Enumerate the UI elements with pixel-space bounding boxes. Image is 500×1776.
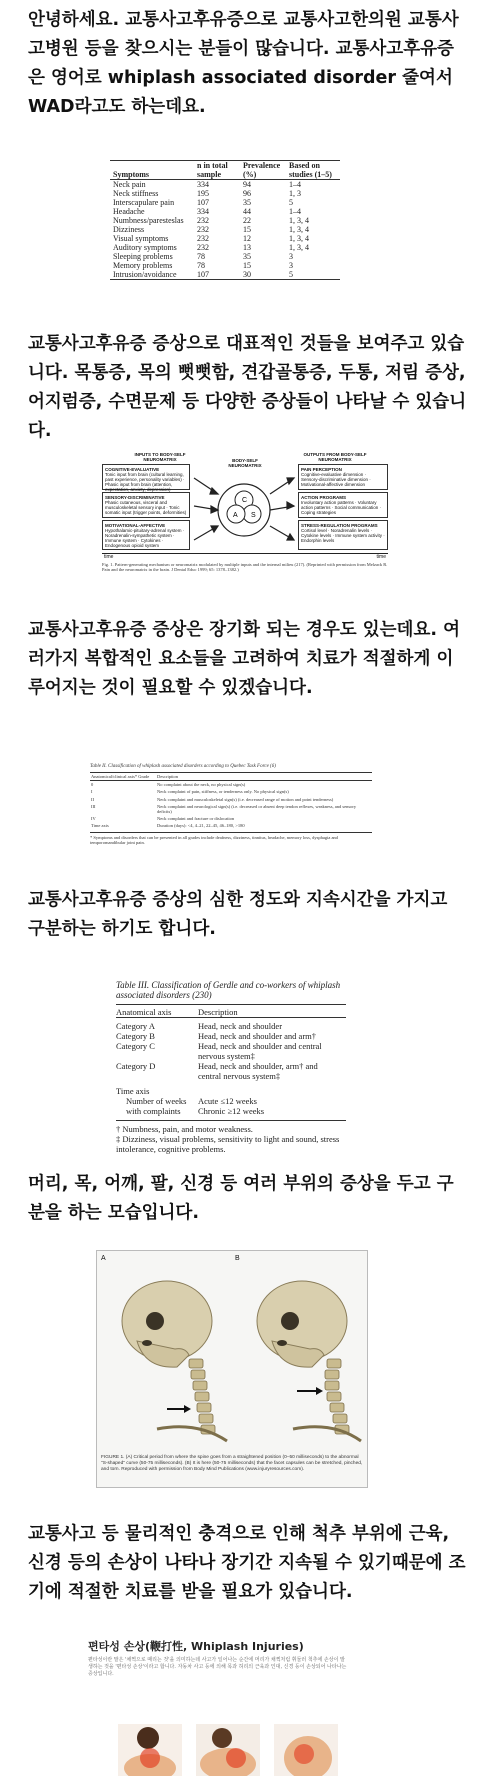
acute-chronic-values	[198, 1096, 346, 1116]
table-cell: I	[91, 789, 93, 795]
table-cell: 3	[289, 261, 293, 270]
table-note-1: † Numbness, pain, and motor weakness.	[116, 1124, 253, 1134]
stress-regulation-box	[298, 520, 388, 550]
table-row	[110, 261, 340, 270]
table-cell: Neck complaint of pain, stiffness, or tenderness only. No physical sign(s)	[157, 789, 289, 795]
table-cell: Visual symptoms	[113, 234, 169, 243]
table-cell: Headache	[113, 207, 145, 216]
table-cell: Memory problems	[113, 261, 173, 270]
outputs-title: OUTPUTS FROM BODY-SELF NEUROMATRIX	[303, 452, 367, 462]
table-cell: Category C	[116, 1041, 155, 1051]
table-row	[116, 1031, 346, 1041]
photo-back-pain	[274, 1724, 338, 1776]
circle-letter-a: A	[233, 512, 238, 519]
table-cell: 15	[243, 225, 251, 234]
table-note-2: ‡ Dizziness, visual problems, sensitivity to light and sound, stress intolerance, cognitive problems.	[116, 1134, 340, 1154]
table-header: Anatomical/clinical axis* Grade	[91, 774, 150, 779]
table-cell: 232	[197, 216, 209, 225]
pain-photos	[118, 1724, 338, 1776]
table-cell: 232	[197, 225, 209, 234]
table-cell: 0	[91, 782, 94, 788]
regions-paragraph: 머리, 목, 어깨, 팔, 신경 등 여러 부위의 증상을 두고 구분을 하는 모습입니다.	[28, 1174, 454, 1223]
table-header: Description	[198, 1007, 238, 1017]
table-cell: Time axis	[91, 823, 109, 829]
table-header: Based on studies (1–5)	[286, 161, 340, 180]
table-row	[110, 198, 340, 207]
table-cell: 30	[243, 270, 251, 279]
quebec-table-figure	[90, 764, 372, 852]
table-row	[90, 815, 372, 822]
box-heading: MOTIVATIONAL-AFFECTIVE	[105, 523, 166, 528]
skeleton-a	[122, 1281, 227, 1441]
table-cell: 1–4	[289, 180, 301, 189]
table-row	[110, 252, 340, 261]
panel-description: 편타성이란 말은 '채찍으로 때리는 것'을 의미하는데 사고가 일어나는 순간에 머리가 채찍처럼 휘둘러 척추에 손상이 발생하는 것을 '편타성 손상'이라고 합니다. 자동차 사고 등에 의해 목과 허리의 근육과 인대, 신경 등이 손상되어 나타나는 증상입니다.	[88, 1657, 347, 1677]
chronic-paragraph: 교통사고후유증 증상은 장기화 되는 경우도 있는데요. 여러가지 복합적인 요소들을 고려하여 치료가 적절하게 이루어지는 것이 필요할 수 있겠습니다.	[28, 620, 461, 698]
table-cell: Category B	[116, 1031, 155, 1041]
box-heading: PAIN PERCEPTION	[301, 467, 342, 472]
table-cell: 96	[243, 189, 251, 198]
table-row	[110, 216, 340, 225]
table-cell: 12	[243, 234, 251, 243]
arrowhead	[210, 488, 218, 494]
table-header: Anatomical axis	[116, 1007, 172, 1017]
table-cell: Head, neck and shoulder and arm†	[198, 1031, 317, 1041]
table-row	[110, 225, 340, 234]
whiplash-spine-figure	[96, 1250, 368, 1488]
table-cell: Interscapulare pain	[113, 198, 175, 207]
table-cell: 1, 3, 4	[289, 216, 309, 225]
table-cell: Sleeping problems	[113, 252, 173, 261]
table-row	[90, 788, 372, 795]
table-cell: Category A	[116, 1021, 155, 1031]
arrowhead	[287, 534, 294, 540]
figure-caption: FIGURE 1. (A) Critical period from where the spine goes from a straightened position (0–50 milliseconds) to the abnormal "S-shaped" curve (50-75 milliseconds). (B) It is here (50-75 milliseconds) that the facet capsules can be stretched, pinched, and torn. Reproduced with permission from Body Mind Publications (www.injuryresources.com).	[101, 1455, 363, 1472]
table-cell: 1, 3, 4	[289, 243, 309, 252]
box-heading: STRESS-REGULATION PROGRAMS	[301, 523, 378, 528]
quebec-table	[90, 772, 372, 830]
table-cell: Head, neck and shoulder, arm† and central nervous system‡	[198, 1061, 318, 1081]
table-row	[90, 803, 372, 815]
inputs-title: INPUTS TO BODY-SELF NEUROMATRIX	[134, 452, 186, 462]
table-cell: Numbness/paresteslas	[113, 216, 184, 225]
chronic-value: Chronic ≥12 weeks	[198, 1106, 265, 1116]
table-cell: II	[91, 796, 94, 802]
table-row	[116, 1021, 346, 1031]
table-cell: Neck complaint and neurological sign(s) (i.e. decreased or absent deep tendon reflexes, weakness, and sensory deficits)	[157, 803, 357, 815]
box-heading: COGNITIVE-EVALUATIVE	[105, 467, 160, 472]
table-cell: 15	[243, 261, 251, 270]
table-row	[116, 1041, 346, 1061]
weeks-label: Number of weeks with complaints	[126, 1096, 187, 1116]
arrowhead	[287, 478, 294, 484]
table-cell: Intrusion/avoidance	[113, 270, 177, 279]
table-cell: Category D	[116, 1061, 156, 1071]
symptoms-paragraph: 교통사고후유증 증상으로 대표적인 것들을 보여주고 있습니다. 목통증, 목의 뻣뻣함, 견갑골통증, 두통, 저림 증상, 어지럼증, 수면문제 등 다양한 증상들이 나타날 수 있습니다.	[28, 334, 467, 441]
table-row	[110, 243, 340, 252]
table-cell: 107	[197, 198, 209, 207]
box-text: Cognitive-evaluative dimension · Sensory-discriminative dimension · Motivational-affective dimension	[301, 472, 371, 487]
table-cell: 44	[243, 207, 251, 216]
table-cell: Duration (days): <4, 4–21, 22–45, 46–180, >180	[157, 823, 245, 829]
table-row	[90, 781, 372, 789]
photo-shoulder-pain	[196, 1724, 260, 1776]
pain-perception-box	[298, 464, 388, 490]
panel-label-a: A	[101, 1255, 106, 1262]
table-title: Table III. Classification of Gerdle and co-workers of whiplash associated disorders (230)	[116, 980, 341, 1000]
skeleton-illustration	[97, 1251, 367, 1451]
table-cell: Auditory symptoms	[113, 243, 177, 252]
table-cell: 35	[243, 198, 251, 207]
symptom-table	[110, 160, 340, 280]
table-cell: 1, 3, 4	[289, 225, 309, 234]
box-text: Tonic input from brain (cultural learning, past experience, personality variables) · Phasic input from brain (attention, expectation, anxiety, depression)	[105, 472, 185, 492]
table-row	[110, 234, 340, 243]
table-header: n in total sample	[194, 161, 240, 180]
neuromatrix-circle-graphic	[190, 464, 298, 560]
panel-title: 편타성 손상(鞭打性, Whiplash Injuries)	[88, 1640, 304, 1653]
box-text: Cortisol level · Noradrenalin levels · Cytokine levels · Immune system activity · Endorphin levels	[301, 528, 385, 543]
table-cell: 5	[289, 270, 293, 279]
table-cell: IV	[91, 816, 96, 822]
table-cell: Dizziness	[113, 225, 145, 234]
box-heading: ACTION PROGRAMS	[301, 495, 346, 500]
table-cell: 5	[289, 198, 293, 207]
motivational-affective-box	[102, 520, 190, 550]
center-title: BODY-SELF NEUROMATRIX	[228, 458, 262, 468]
severity-paragraph: 교통사고후유증 증상의 심한 정도와 지속시간을 가지고 구분하는 하기도 합니다.	[28, 890, 448, 939]
arrowhead	[287, 502, 294, 509]
table-cell: Neck stiffness	[113, 189, 159, 198]
table-cell: Head, neck and shoulder and central nervous system‡	[198, 1041, 322, 1061]
table-footnote: * Symptoms and disorders that can be presented in all grades include deafness, dizziness, tinnitus, headache, memory loss, dysphagia and temporomandibular joint pain.	[90, 834, 338, 845]
cognitive-evaluative-box	[102, 464, 190, 490]
time-axis-line	[102, 553, 388, 554]
table-row	[90, 796, 372, 803]
table-cell: 35	[243, 252, 251, 261]
arrowhead	[211, 506, 218, 513]
box-text: Phasic cutaneous, visceral and musculoskeletal sensory input · Tonic somatic input (trigger points, deformities)	[105, 500, 187, 515]
box-text: Involuntary action patterns · Voluntary action patterns · Social communication · Coping strategies	[301, 500, 382, 515]
box-text: Hypothalamic-pituitary-adrenal system · Noradrenalin-sympathetic system · Immune system · Cytokines · Endogenous opioid system	[105, 528, 185, 548]
acute-value: Acute ≤12 weeks	[198, 1096, 257, 1106]
whiplash-injuries-panel	[88, 1640, 378, 1776]
arrowhead	[211, 526, 218, 532]
table-cell: No complaint about the neck, no physical sign(s)	[157, 782, 246, 788]
table-row	[90, 822, 372, 829]
table-cell: Head, neck and shoulder	[198, 1021, 283, 1031]
table-cell: III	[91, 803, 96, 809]
gerdle-table	[116, 1007, 346, 1116]
table-row	[116, 1061, 346, 1081]
figure-caption: Fig. 1. Pattern-generating mechanism or neuromatrix modulated by multiple inputs and the internal milieu (217). (Reprinted with permission from Melzack R. Pain and the neuromatrix in the brain. J Dental Educ 1999; 65: 1378–1382.)	[102, 562, 388, 572]
neuromatrix-diagram	[100, 452, 390, 578]
table-row	[110, 270, 340, 280]
table-cell: Neck pain	[113, 180, 146, 189]
circle-letter-c: C	[242, 497, 248, 504]
table-header: Prevalence (%)	[240, 161, 286, 180]
symptom-table-figure	[110, 160, 340, 295]
table-cell: 232	[197, 234, 209, 243]
box-heading: SENSORY-DISCRIMINATIVE	[105, 495, 165, 500]
table-cell: 1, 3, 4	[289, 234, 309, 243]
gerdle-table-figure	[116, 980, 346, 1154]
time-label-left: time	[104, 554, 114, 560]
table-header: Description	[157, 774, 178, 779]
table-cell: Neck complaint and fracture or dislocation	[157, 816, 235, 822]
table-cell: 1–4	[289, 207, 301, 216]
table-cell: 232	[197, 243, 209, 252]
table-cell: 334	[197, 207, 209, 216]
table-cell: 22	[243, 216, 251, 225]
skeleton-b	[257, 1281, 361, 1441]
table-row	[110, 189, 340, 198]
table-cell: 78	[197, 261, 205, 270]
table-cell: 334	[197, 180, 209, 189]
treatment-paragraph: 교통사고 등 물리적인 충격으로 인해 척추 부위에 근육, 신경 등의 손상이 나타나 장기간 지속될 수 있기때문에 조기에 적절한 치료를 받을 필요가 있습니다.	[28, 1524, 466, 1602]
table-cell: 13	[243, 243, 251, 252]
table-cell: Neck complaint and musculoskeletal sign(s) (i.e. decreased range of motion and point tenderness)	[157, 796, 334, 802]
table-title: Table II. Classification of whiplash associated disorders according to Quebec Task Force (6)	[90, 764, 276, 769]
intro-paragraph: 안녕하세요. 교통사고후유증으로 교통사고한의원 교통사고병원 등을 찾으시는 분들이 많습니다. 교통사고후유증은 영어로 whiplash associated disorder 줄여서 WAD라고도 하는데요.	[28, 10, 459, 117]
table-cell: 1, 3	[289, 189, 301, 198]
table-cell: 107	[197, 270, 209, 279]
table-cell: 3	[289, 252, 293, 261]
table-row	[110, 180, 340, 190]
sensory-discriminative-box	[102, 492, 190, 518]
time-label-right: time	[376, 554, 386, 560]
circle-letter-s: S	[251, 512, 256, 519]
table-header: Symptoms	[110, 161, 194, 180]
table-cell: 195	[197, 189, 209, 198]
panel-label-b: B	[235, 1255, 240, 1262]
time-axis-label: Time axis	[116, 1086, 150, 1096]
table-cell: 94	[243, 180, 251, 189]
table-cell: 78	[197, 252, 205, 261]
photo-neck-pain	[118, 1724, 182, 1776]
action-programs-box	[298, 492, 388, 518]
table-row	[110, 207, 340, 216]
